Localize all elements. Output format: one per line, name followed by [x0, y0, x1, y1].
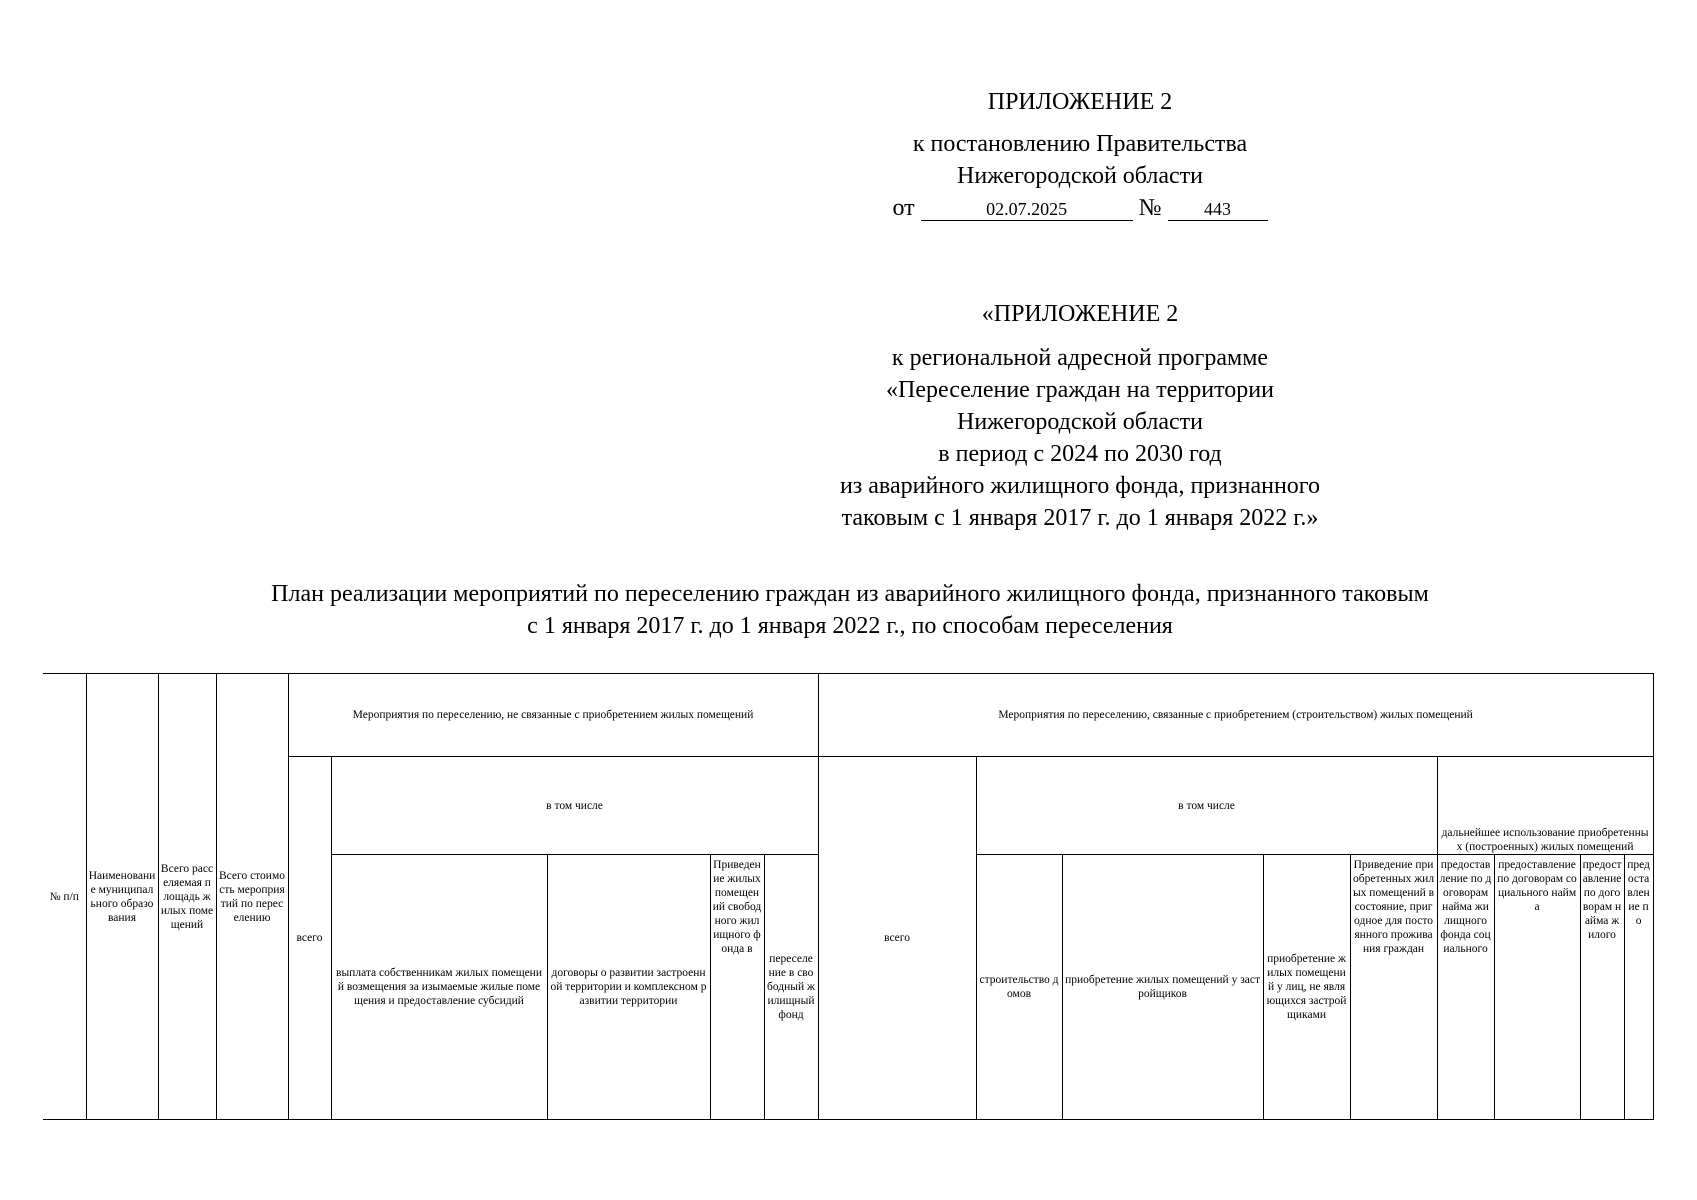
sub-social-contract: предоставление по договорам социального найма	[1494, 855, 1580, 1120]
plan-title-line1: План реализации мероприятий по переселению граждан из аварийного жилищного фонда, признанного таковым	[271, 581, 1429, 607]
from-label: от	[892, 195, 915, 221]
group-related: Мероприятия по переселению, связанные с приобретением (строительством) жилых помещений	[818, 674, 1653, 757]
col-number: № п/п	[43, 674, 86, 1120]
appendix-title: ПРИЛОЖЕНИЕ 2	[987, 89, 1173, 115]
col-municipality: Наименование муниципального образования	[86, 674, 158, 1120]
col-total-cost: Всего стоимость мероприятий по переселению	[216, 674, 288, 1120]
program-appendix-title: «ПРИЛОЖЕНИЕ 2	[981, 301, 1179, 327]
group-not-related: Мероприятия по переселению, не связанные с приобретением жилых помещений	[288, 674, 818, 757]
number-label: №	[1138, 195, 1162, 221]
including-right: в том числе	[976, 757, 1437, 855]
program-line: Нижегородской области	[956, 409, 1204, 435]
program-appendix	[730, 298, 1430, 534]
sub-relocation: переселение в свободный жилищный фонд	[764, 855, 818, 1120]
including-left: в том числе	[331, 757, 818, 855]
sub-payment: выплата собственникам жилых помещений возмещения за изымаемые жилые помещения и предоставление субсидий	[331, 855, 547, 1120]
appendix-line1: к постановлению Правительства	[912, 131, 1248, 157]
further-use: дальнейшее использование приобретенных (построенных) жилых помещений	[1437, 757, 1653, 855]
sub-provision: предоставление по	[1624, 855, 1653, 1120]
col-total-area: Всего расселяемая площадь жилых помещений	[158, 674, 216, 1120]
appendix-line2: Нижегородской области	[956, 163, 1204, 189]
total-left: всего	[288, 757, 331, 1120]
plan-title	[100, 578, 1600, 642]
program-line: из аварийного жилищного фонда, признанного	[839, 473, 1321, 499]
program-line: в период с 2024 по 2030 год	[938, 441, 1222, 467]
plan-table	[43, 673, 1654, 1120]
sub-rent: предоставление по договорам найма жилого	[1580, 855, 1624, 1120]
program-line: таковым с 1 января 2017 г. до 1 января 2022 г.»	[841, 505, 1319, 531]
sub-contracts: договоры о развитии застроенной территории и комплексном развитии территории	[547, 855, 710, 1120]
plan-title-line2: с 1 января 2017 г. до 1 января 2022 г., по способам переселения	[527, 613, 1173, 639]
sub-bringing-acquired: Приведение приобретенных жилых помещений в состояние, пригодное для постоянного проживания граждан	[1350, 855, 1437, 1120]
sub-social-fund: предоставление по договорам найма жилищного фонда социального	[1437, 855, 1494, 1120]
program-line: «Переселение граждан на территории	[886, 377, 1274, 403]
resolution-number: 443	[1168, 198, 1268, 221]
sub-purchase-developers: приобретение жилых помещений у застройщиков	[1062, 855, 1263, 1120]
program-line: к региональной адресной программе	[891, 345, 1269, 371]
appendix-header	[830, 86, 1330, 224]
resolution-date: 02.07.2025	[921, 198, 1133, 221]
sub-purchase-nondevelopers: приобретение жилых помещений у лиц, не являющихся застройщиками	[1263, 855, 1350, 1120]
appendix-date-line	[830, 192, 1330, 224]
sub-bringing: Приведение жилых помещений свободного жилищного фонда в	[710, 855, 764, 1120]
sub-construction: строительство домов	[976, 855, 1062, 1120]
total-right: всего	[818, 757, 976, 1120]
